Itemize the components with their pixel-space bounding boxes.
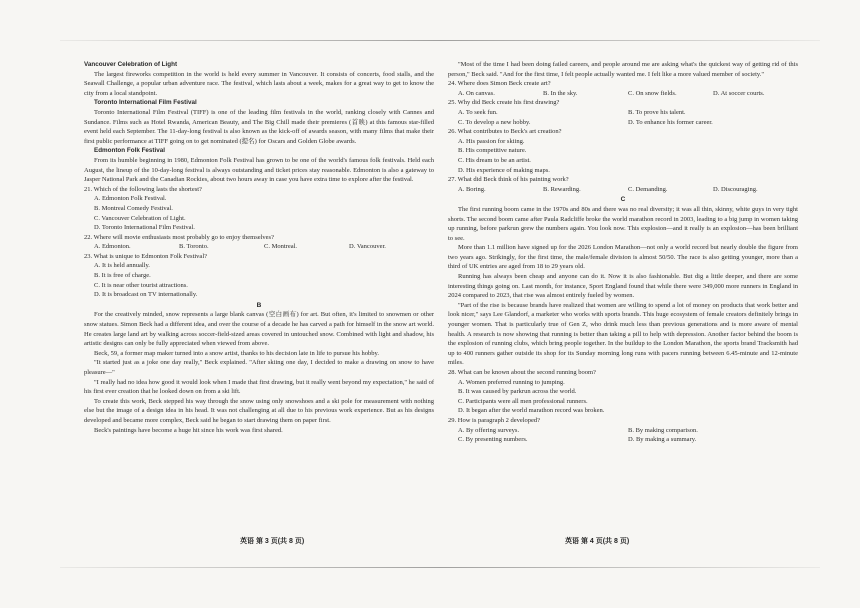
paragraph: "I really had no idea how good it would look when I made that first drawing, but it really went beyond my expectation," he said of his first ever creation that he looked down on from a ski lift. [84, 378, 434, 396]
answer-option: D. At soccer courts. [713, 89, 765, 97]
passage-letter: C [620, 196, 626, 204]
answer-option: C. To develop a new hobby. [458, 118, 531, 126]
answer-option: D. To enhance his former career. [628, 118, 713, 126]
answer-option: C. His dream to be an artist. [458, 156, 531, 164]
top-fold-line [60, 40, 820, 41]
answer-options-row [448, 185, 798, 195]
answer-option: B. His competitive nature. [458, 147, 527, 155]
answer-option: D. Toronto International Film Festival. [94, 224, 195, 232]
answer-option: C. Montreal. [264, 243, 298, 251]
question: 26. What contributes to Beck's art creation? [448, 128, 562, 136]
answer-option: C. It is near other tourist attractions. [94, 281, 188, 289]
answer-options-row [448, 108, 798, 127]
answer-option: B. It is free of charge. [94, 272, 151, 280]
answer-option: B. Montreal Comedy Festival. [94, 204, 173, 212]
paragraph: From its humble beginning in 1980, Edmonton Folk Festival has grown to be one of the world's famous folk festivals. Held each August, the lineup of the 10-day-long festival is always outstanding and ticket prices stay reasonable. Edmonton is also a gateway to Jasper National Park and the Canadian Rockies, about two hours away in case you have extra time to explore after the festival. [84, 156, 434, 184]
answer-option: C. Vancouver Celebration of Light. [94, 214, 186, 222]
answer-option: A. Edmonton Folk Festival. [94, 195, 167, 203]
section-heading: Edmonton Folk Festival [94, 147, 166, 155]
answer-options-row [448, 426, 798, 445]
paragraph: Beck's paintings have become a huge hit since his work was first shared. [94, 426, 283, 434]
answer-option: A. His passion for skiing. [458, 137, 525, 145]
left-page-footer: 英语 第 3 页(共 8 页) [240, 538, 305, 545]
answer-option: D. Vancouver. [349, 243, 386, 251]
paragraph: "Part of the rise is because brands have realized that women are willing to spend a lot of money on products that work better and look nicer," says Lee Glandorf, a marketer who works with sports brands. This huge ecosystem of female creators definitely brings in younger women. That is particularly true of Gen Z, who drink much less than previous generations and is more aware of mental health. A research is now showing that running is better than taking a pill to help with depression. Another factor behind the boom is the explosion of running clubs, which bring people together. In the buildup to the London Marathon, the sports brand Tracksmith had up to 400 runners gather outside its shop for its Sunday morning long runs with pacers running between 6.45-minute and 12-minute miles. [448, 301, 798, 367]
answer-option: A. Edmonton. [94, 243, 131, 251]
answer-option: D. By making a summary. [628, 436, 697, 444]
answer-option: B. In the sky. [543, 89, 578, 97]
answer-option: D. His experience of making maps. [458, 166, 550, 174]
paragraph: "It started just as a joke one day really," Beck explained. "After skiing one day, I decided to make a drawing on snow to have pleasure—" [84, 359, 434, 376]
answer-option: B. By making comparison. [628, 426, 698, 434]
answer-option: D. It is broadcast on TV internationally. [94, 291, 198, 299]
paragraph: The largest fireworks competition in the world is held every summer in Vancouver. It consists of concerts, food stalls, and the Seawall Challenge, a popular urban adventure race. The festival, which lasts about a week, makes for a great way to get to know the city from a local standpoint. [84, 70, 434, 97]
answer-option: B. Rewarding. [543, 185, 581, 193]
question: 29. How is paragraph 2 developed? [448, 416, 541, 424]
section-heading: Toronto International Film Festival [94, 99, 197, 107]
answer-option: B. To prove his talent. [628, 108, 686, 116]
answer-option: A. On canvas. [458, 89, 495, 97]
right-page-column [448, 60, 798, 445]
question: 28. What can be known about the second running boom? [448, 369, 596, 376]
answer-options-row [84, 242, 434, 252]
paragraph: The first running boom came in the 1970s and 80s and there was no real diversity; it was all thin, skinny, white guys in very tight shorts. The second boom came after Paula Radcliffe broke the world marathon record in 2003, leading to a big jump in women taking up running, before parkrun grew the numbers again. You look now. This explosion—and it really is an explosion—has been brilliant to see. [448, 205, 798, 242]
answer-option: B. It was caused by parkrun across the world. [458, 388, 577, 396]
answer-option: A. Boring. [458, 185, 486, 193]
answer-option: C. Demanding. [628, 185, 668, 193]
right-page-footer: 英语 第 4 页(共 8 页) [565, 538, 630, 545]
answer-option: C. Participants were all men professional runners. [458, 397, 588, 405]
paragraph: "Most of the time I had been doing failed careers, and people around me are asking what's the quickest way of getting rid of this person," Beck said. "And for the first time, I felt people actually wanted me. I felt like a more valued member of society." [448, 61, 798, 78]
answer-option: D. Discouraging. [713, 185, 758, 193]
paragraph: Running has always been cheap and anyone can do it. Now it is also fashionable. But dig a little deeper, and there are some interesting things going on. Last month, for instance, Sport England found that while there were 349,000 more runners in England in 2024 compared to 2023, that rise was almost entirely fueled by women. [448, 273, 798, 300]
left-page-column [84, 60, 434, 435]
answer-option: A. Women preferred running to jumping. [458, 378, 565, 386]
question: 25. Why did Beck create his first drawing? [448, 99, 560, 107]
answer-option: D. It began after the world marathon record was broken. [458, 407, 605, 415]
answer-option: A. To seek fun. [458, 108, 498, 116]
answer-option: C. By presenting numbers. [458, 436, 528, 444]
answer-option: C. On snow fields. [628, 89, 677, 97]
paragraph: To create this work, Beck stepped his way through the snow using only snowshoes and a ski pole for measurement with nothing else but the image of a design idea in his head. It was not challenging at all due to his previous work experience. But as his designs developed and became more complex, Beck said he began to start drawing them on paper first. [84, 397, 434, 424]
question: 21. Which of the following lasts the shortest? [84, 185, 202, 193]
paragraph: More than 1.1 million have signed up for the 2026 London Marathon—not only a world record but nearly double the figure from two years ago. Strikingly, for the first time, the male/female division is almost 50/50. The race is also getting younger, more than a third of UK entries are aged from 18 to 29 years old. [448, 244, 798, 271]
bottom-fold-line [60, 567, 820, 568]
paragraph: Beck, 59, a former map maker turned into a snow artist, thanks to his decision late in life to pursue his hobby. [94, 349, 379, 357]
question: 23. What is unique to Edmonton Folk Festival? [84, 252, 208, 260]
paragraph: For the creatively minded, snow represents a large blank canvas (空白画布) for art. But often, it's limited to snowmen or other snow statues. Simon Beck had a different idea, and over the course of a decade he has carved a path for himself in the snow art world. He creates large land art by walking across soccer-field-sized areas covered in untouched snow. Combined with light and shadow, his artistic designs can only be fully appreciated when viewed from above. [84, 311, 434, 348]
answer-options-row [448, 89, 798, 99]
question: 22. Where will movie enthusiasts most probably go to enjoy themselves? [84, 233, 274, 241]
section-heading: Vancouver Celebration of Light [84, 61, 178, 68]
passage-letter: B [256, 301, 262, 309]
answer-option: A. By offering surveys. [458, 426, 520, 434]
answer-option: A. It is held annually. [94, 262, 150, 270]
question: 27. What did Beck think of his painting work? [448, 176, 569, 184]
answer-option: B. Toronto. [179, 243, 209, 251]
paragraph: Toronto International Film Festival (TIFF) is one of the leading film festivals in the world, ranking closely with Cannes and Sundance. Films such as Hotel Rwanda, American Beauty, and The Big Chill made their premieres (首映) at this famous star-filled event held each September. The 11-day-long festival is also known as the kick-off of awards season, with many films that make their first public performance at TIFF going on to get nominated (提名) for Oscars and Golden Globe awards. [84, 108, 434, 145]
question: 24. Where does Simon Beck create art? [448, 80, 551, 88]
